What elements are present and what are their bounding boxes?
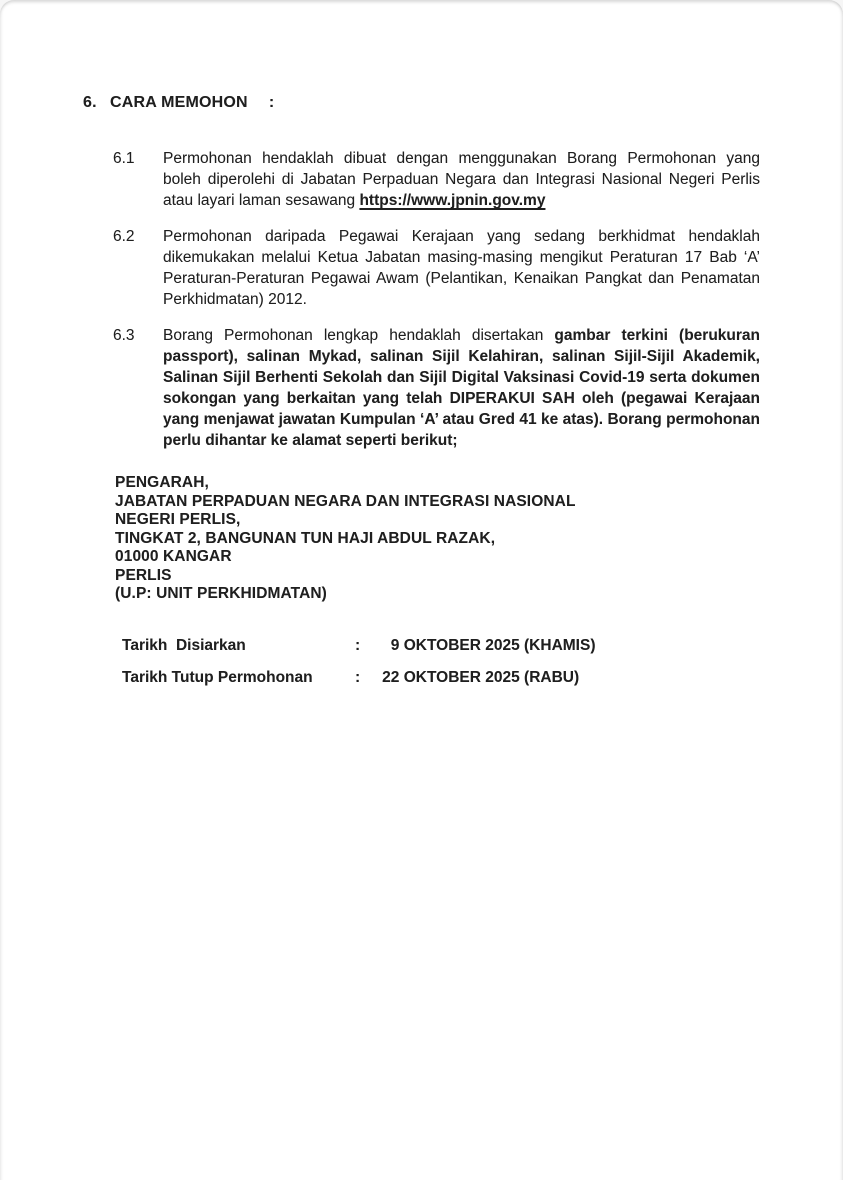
- clause-6-3: [113, 325, 760, 451]
- address-line: TINGKAT 2, BANGUNAN TUN HAJI ABDUL RAZAK,: [115, 529, 496, 547]
- website-link[interactable]: https://www.jpnin.gov.my: [359, 192, 546, 209]
- address-line: 01000 KANGAR: [115, 548, 232, 565]
- clause-text: [163, 148, 760, 211]
- clause-list: [83, 148, 760, 451]
- address-line: JABATAN PERPADUAN NEGARA DAN INTEGRASI NASIONAL: [115, 492, 576, 510]
- section-heading: [83, 94, 760, 112]
- date-closing-value: 22 OKTOBER 2025 (RABU): [382, 668, 580, 686]
- date-colon: :: [355, 636, 361, 654]
- clause-number: 6.2: [113, 228, 135, 245]
- clause-text: [163, 325, 760, 451]
- clause-6-2: [113, 226, 760, 310]
- mailing-address-block: [115, 474, 760, 604]
- address-line: (U.P: UNIT PERKHIDMATAN): [115, 585, 327, 602]
- date-published-label: Tarikh Disiarkan: [122, 636, 246, 654]
- address-line: PENGARAH,: [115, 474, 209, 491]
- date-closing-label: Tarikh Tutup Permohonan: [122, 668, 313, 686]
- clause-number: 6.1: [113, 150, 135, 167]
- clause-6-3-bold-text: gambar terkini (berukuran passport), salinan Mykad, salinan Sijil Kelahiran, salinan Sijil-Sijil Akademik, Salinan Sijil Berhenti Sekolah dan Sijil Digital Vaksinasi Covid-19 serta dokumen sokongan yang berkaitan yang telah DIPERAKUI SAH oleh (pegawai Kerajaan yang menjawat jawatan Kumpulan ‘A’ atau Gred 41 ke atas). Borang permohonan perlu dihantar ke alamat seperti berikut;: [163, 327, 760, 449]
- date-published-value: 9 OKTOBER 2025 (KHAMIS): [382, 636, 596, 654]
- address-line: NEGERI PERLIS,: [115, 511, 241, 528]
- section-title: CARA MEMOHON: [110, 94, 248, 111]
- clause-6-1-text: Permohonan hendaklah dibuat dengan menggunakan Borang Permohonan yang boleh diperolehi di Jabatan Perpaduan Negara dan Integrasi Nasional Negeri Perlis atau layari laman sesawang: [163, 150, 760, 209]
- date-published-row: [122, 636, 760, 655]
- section-number: 6.: [83, 94, 97, 111]
- clause-6-3-text: Borang Permohonan lengkap hendaklah disertakan: [163, 327, 555, 344]
- clause-6-2-text: Permohonan daripada Pegawai Kerajaan yang sedang berkhidmat hendaklah dikemukakan melalui Ketua Jabatan masing-masing mengikut Peraturan 17 Bab ‘A’ Peraturan-Peraturan Pegawai Awam (Pelantikan, Kenaikan Pangkat dan Penamatan Perkhidmatan) 2012.: [163, 228, 760, 308]
- section-heading-colon: :: [268, 94, 275, 111]
- dates-block: [122, 636, 760, 687]
- clause-number: 6.3: [113, 327, 135, 344]
- clause-6-1: [113, 148, 760, 211]
- address-line: PERLIS: [115, 566, 172, 584]
- date-closing-row: [122, 668, 760, 687]
- clause-text: [163, 226, 760, 310]
- date-colon: :: [355, 668, 361, 686]
